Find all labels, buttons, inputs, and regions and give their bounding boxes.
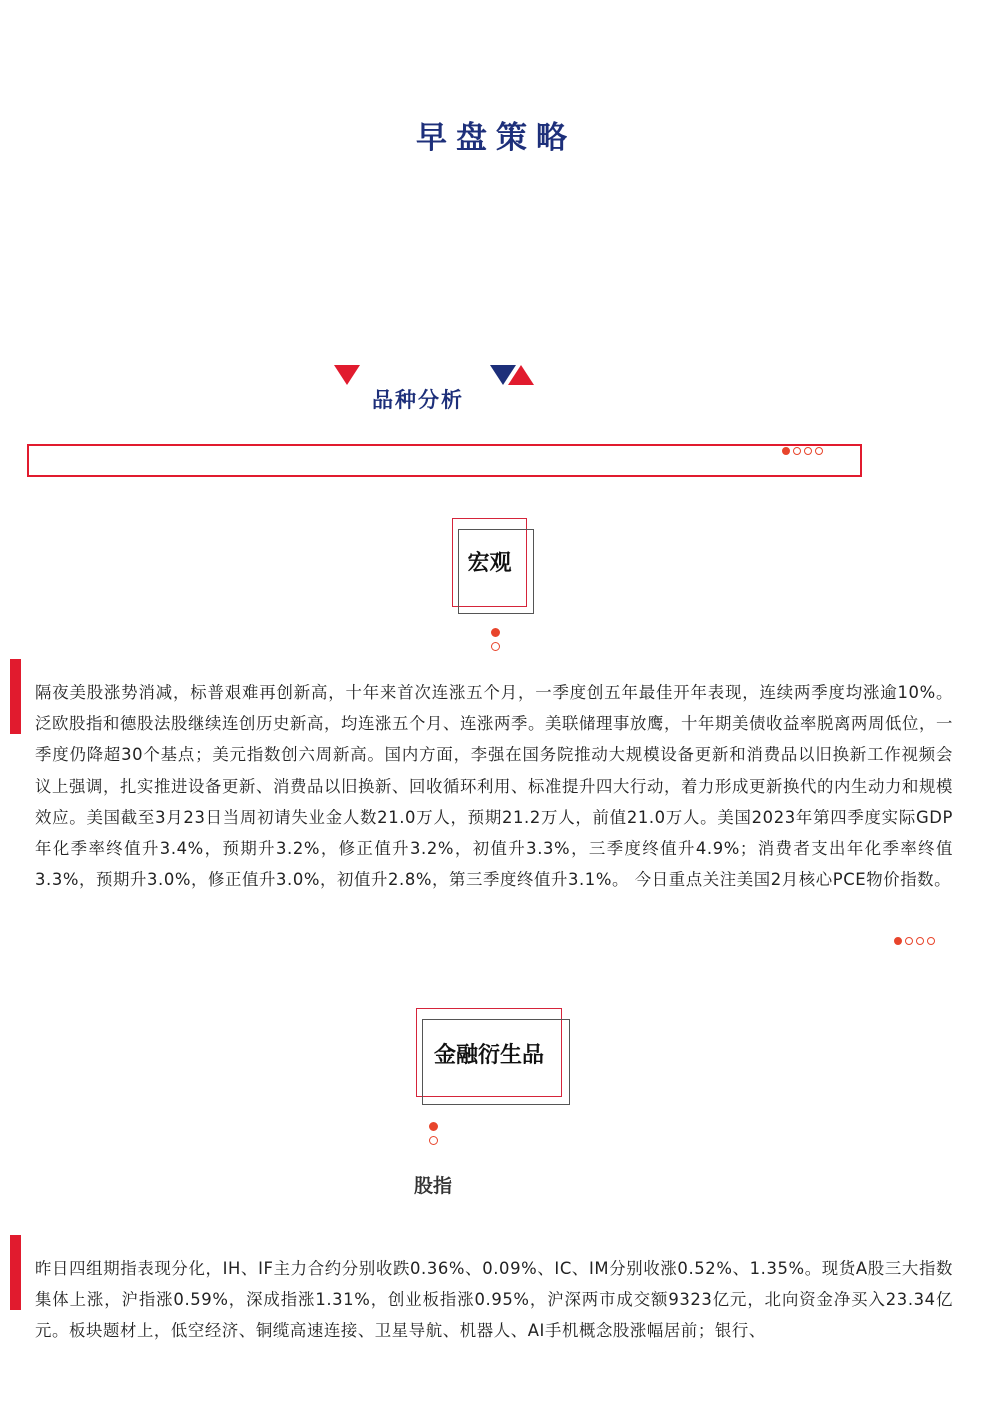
page-title: 早盘策略 — [416, 120, 576, 156]
macro-paragraph: 隔夜美股涨势消减，标普艰难再创新高，十年来首次连涨五个月，一季度创五年最佳开年表现，连续两季度均涨逾10%。泛欧股指和德股法股继续连创历史新高，均连涨五个月、连涨两季。美联储理事放鹰，十年期美债收益率脱离两周低位，一季度仍降超30个基点；美元指数创六周新高。国内方面，李强在国务院推动大规模设备更新和消费品以旧换新工作视频会议上强调，扎实推进设备更新、消费品以旧换新、回收循环利用、标准提升四大行动，着力形成更新换代的内生动力和规模效应。美国截至3月23日当周初请失业金人数21.0万人，预期21.2万人，前值21.0万人。美国2023年第四季度实际GDP年化季率终值升3.4%，预期升3.2%，修正值升3.2%，初值升3.3%，三季度终值升4.9%；消费者支出年化季率终值3.3%，预期升3.0%，修正值升3.0%，初值升2.8%，第三季度终值升3.1%。 今日重点关注美国2月核心PCE物价指数。 — [35, 683, 953, 890]
dot-icon — [894, 937, 902, 945]
dot-icon — [793, 447, 801, 455]
dot-icon — [491, 628, 500, 637]
dot-icon — [804, 447, 812, 455]
section-heading: 品种分析 — [372, 388, 464, 412]
dot-icon — [927, 937, 935, 945]
macro-label: 宏观 — [467, 551, 512, 576]
dot-icon — [905, 937, 913, 945]
dots-decoration — [894, 937, 935, 945]
derivatives-label: 金融衍生品 — [433, 1043, 544, 1068]
dots-decoration — [782, 447, 823, 455]
accent-bar — [10, 659, 21, 734]
derivatives-paragraph: 昨日四组期指表现分化，IH、IF主力合约分别收跌0.36%、0.09%、IC、IM分别收涨0.52%、1.35%。现货A股三大指数集体上涨，沪指涨0.59%，深成指涨1.31%，创业板指涨0.95%，沪深两市成交额9323亿元，北向资金净买入23.34亿元。板块题材上，低空经济、铜缆高速连接、卫星导航、机器人、AI手机概念股涨幅居前；银行、 — [35, 1259, 953, 1341]
dot-icon — [491, 642, 500, 651]
dot-icon — [815, 447, 823, 455]
sub-heading: 股指 — [413, 1175, 452, 1197]
banner-frame — [27, 444, 862, 477]
accent-bar — [10, 1235, 21, 1310]
dot-icon — [429, 1136, 438, 1145]
triangle-decoration — [334, 365, 360, 385]
dot-icon — [429, 1122, 438, 1131]
triangle-decoration — [508, 365, 534, 385]
dot-icon — [782, 447, 790, 455]
dot-icon — [916, 937, 924, 945]
